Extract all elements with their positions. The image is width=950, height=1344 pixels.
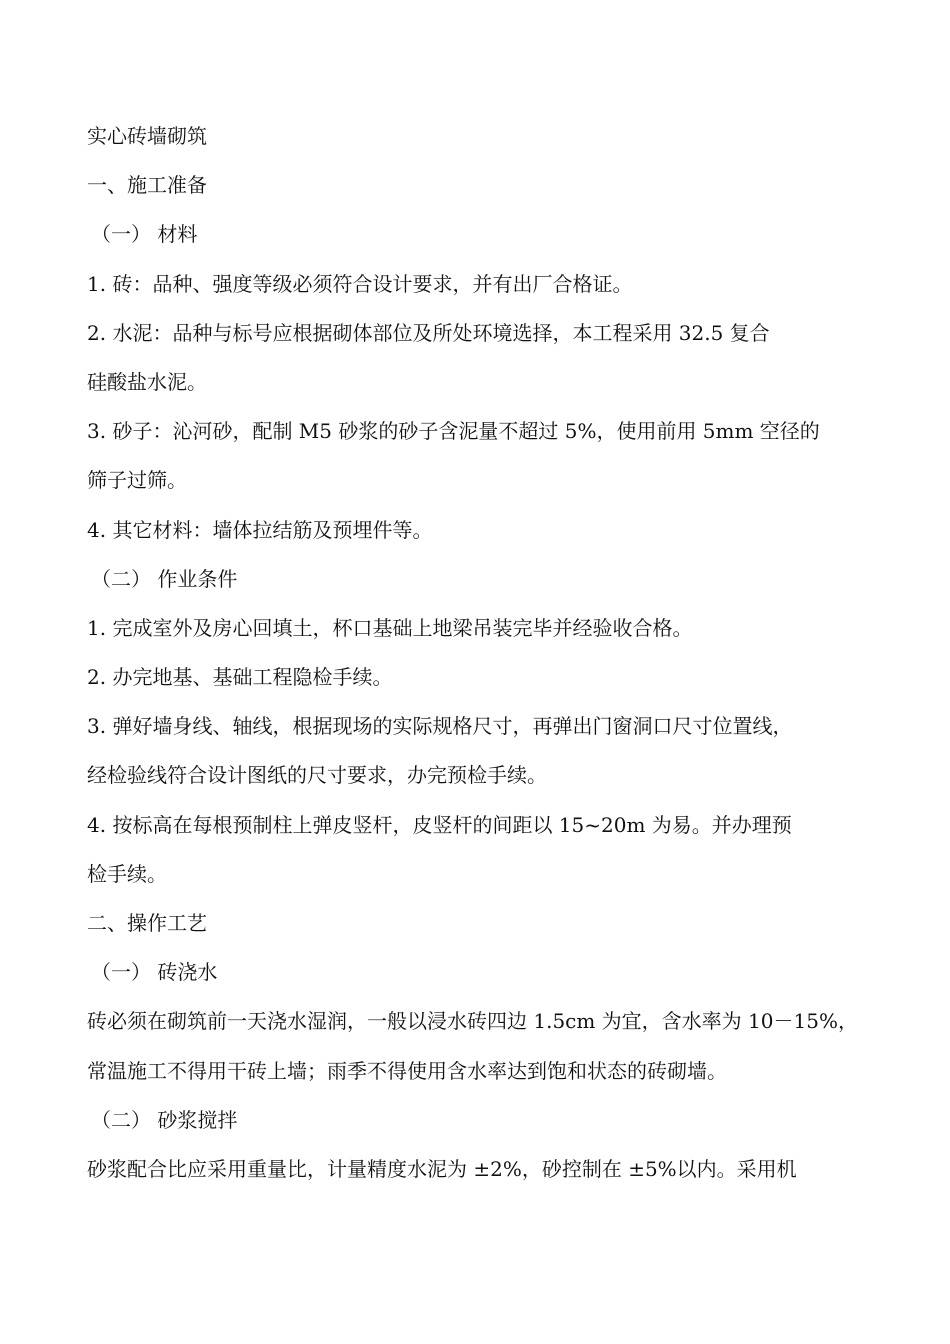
paragraph-line: 砖必须在砌筑前一天浇水湿润，一般以浸水砖四边 1.5cm 为宜，含水率为 10－15%， [87,1009,858,1034]
subsection-heading-conditions: （二） 作业条件 [91,566,238,591]
subsection-heading-mortar: （二） 砂浆搅拌 [91,1107,238,1132]
subsection-heading-materials: （一） 材料 [91,222,198,247]
paragraph-line: 4. 其它材料：墙体拉结筋及预埋件等。 [87,517,433,542]
paragraph-line: 检手续。 [87,861,167,886]
paragraph-line: 筛子过筛。 [87,468,187,493]
paragraph-line: 砂浆配合比应采用重量比，计量精度水泥为 ±2%，砂控制在 ±5%以内。采用机 [87,1156,797,1181]
section-heading-1: 一、施工准备 [87,173,207,198]
section-heading-2: 二、操作工艺 [87,911,207,935]
paragraph-line: 3. 砂子：沁河砂，配制 M5 砂浆的砂子含泥量不超过 5%，使用前用 5mm 空径的 [87,419,820,444]
paragraph-line: 2. 办完地基、基础工程隐检手续。 [87,665,393,690]
doc-title: 实心砖墙砌筑 [87,124,207,148]
paragraph-line: 硅酸盐水泥。 [87,369,207,394]
paragraph-line: 经检验线符合设计图纸的尺寸要求，办完预检手续。 [87,763,547,788]
paragraph-line: 1. 砖：品种、强度等级必须符合设计要求，并有出厂合格证。 [87,271,633,296]
paragraph-line: 常温施工不得用干砖上墙；雨季不得使用含水率达到饱和状态的砖砌墙。 [87,1058,727,1083]
paragraph-line: 2. 水泥：品种与标号应根据砌体部位及所处环境选择，本工程采用 32.5 复合 [87,320,770,345]
paragraph-line: 1. 完成室外及房心回填土，杯口基础上地梁吊装完毕并经验收合格。 [87,615,693,640]
paragraph-line: 4. 按标高在每根预制柱上弹皮竖杆，皮竖杆的间距以 15~20m 为易。并办理预 [87,812,792,837]
document-body [87,112,867,1194]
subsection-heading-watering: （一） 砖浇水 [91,960,218,985]
paragraph-line: 3. 弹好墙身线、轴线，根据现场的实际规格尺寸，再弹出门窗洞口尺寸位置线， [87,714,793,739]
